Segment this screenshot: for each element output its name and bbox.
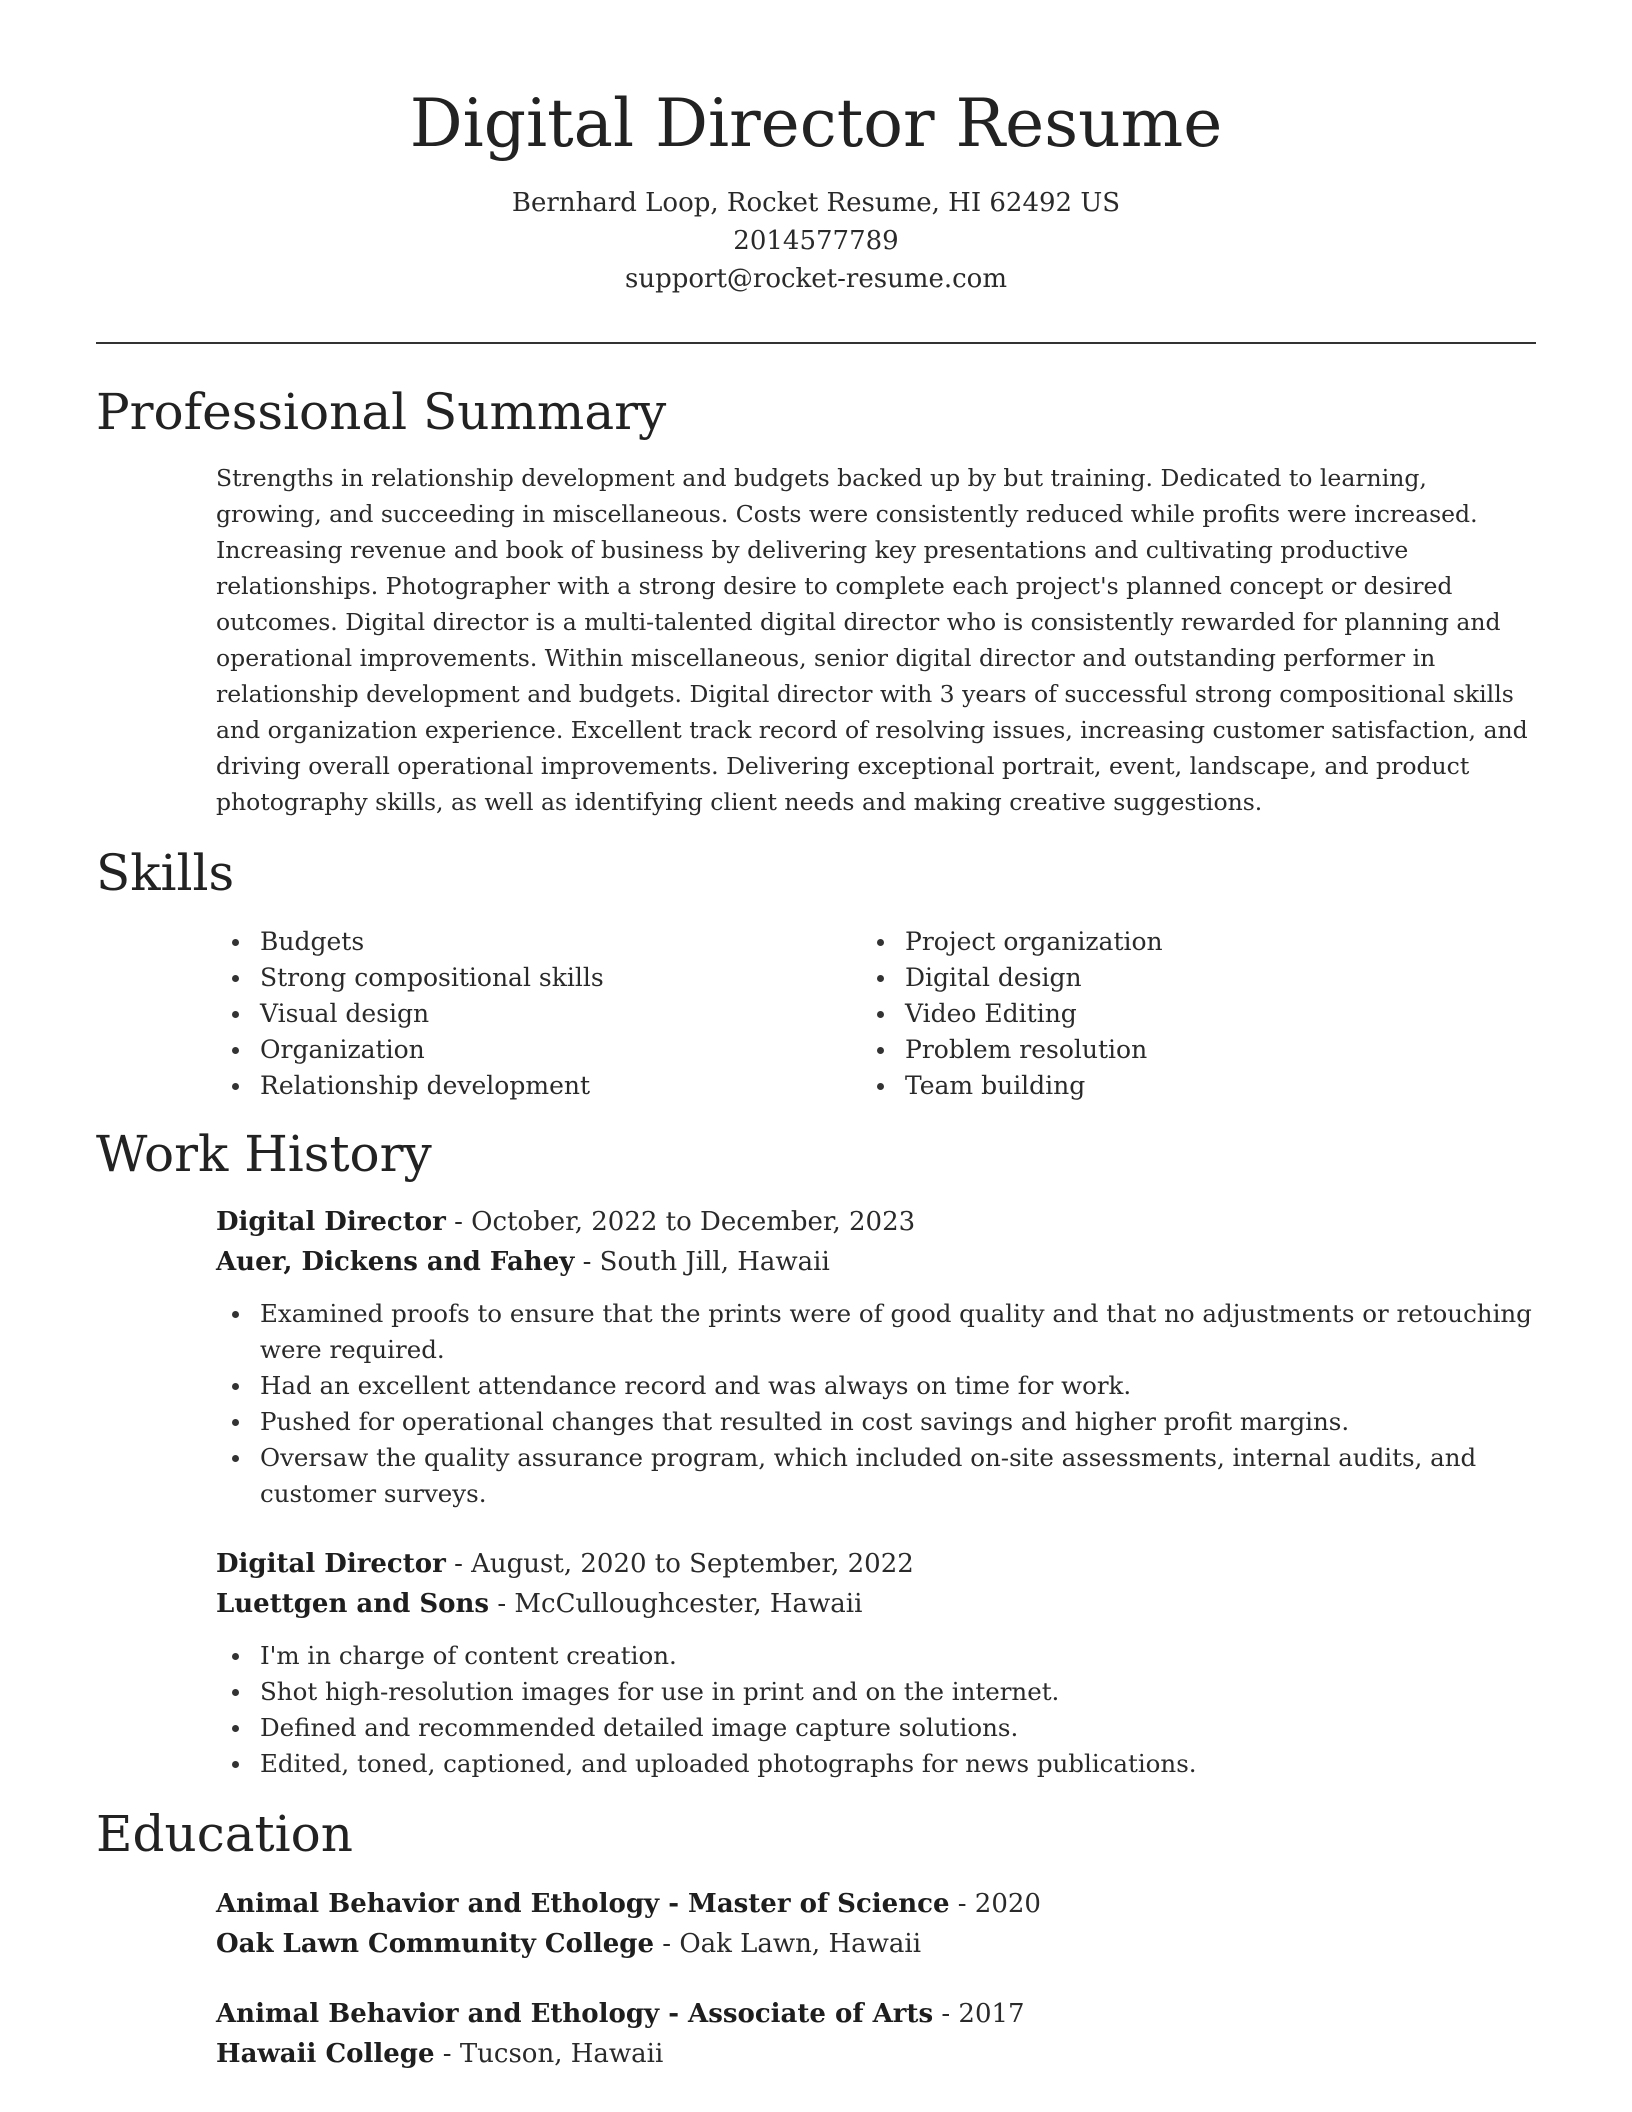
job-company-line: [216, 1584, 1536, 1624]
job-bullet: I'm in charge of content creation.: [216, 1638, 1536, 1674]
skill-item: Organization: [216, 1032, 604, 1068]
skill-item: Video Editing: [861, 996, 1163, 1032]
job-location: - McCulloughcester, Hawaii: [489, 1589, 863, 1619]
job-title: Digital Director: [216, 1549, 446, 1579]
work-history-heading: Work History: [96, 1125, 432, 1183]
resume-header: [0, 84, 1632, 298]
contact-address: Bernhard Loop, Rocket Resume, HI 62492 US: [511, 188, 1121, 218]
skill-item: Budgets: [216, 924, 604, 960]
skills-heading: Skills: [96, 844, 235, 902]
education-location: - Oak Lawn, Hawaii: [654, 1929, 922, 1959]
job-entry: [216, 1544, 1536, 1782]
job-company: Auer, Dickens and Fahey: [216, 1247, 575, 1277]
job-bullet: Oversaw the quality assurance program, which included on-site assessments, internal audits, and customer surveys.: [216, 1440, 1536, 1512]
education-school-line: [216, 2034, 1536, 2074]
summary-heading: Professional Summary: [96, 383, 667, 441]
skills-list-left: [216, 924, 604, 1104]
skills-list-right: [861, 924, 1163, 1104]
job-company-line: [216, 1242, 1536, 1282]
job-bullets: [216, 1296, 1536, 1512]
skill-item: Project organization: [861, 924, 1163, 960]
job-title: Digital Director: [216, 1207, 446, 1237]
education-degree-line: [216, 1994, 1536, 2034]
contact-email: support@rocket-resume.com: [624, 264, 1007, 294]
education-school-line: [216, 1924, 1536, 1964]
job-dates: - August, 2020 to September, 2022: [445, 1549, 914, 1579]
job-dates: - October, 2022 to December, 2023: [445, 1207, 916, 1237]
education-location: - Tucson, Hawaii: [434, 2039, 664, 2069]
skill-item: Relationship development: [216, 1068, 604, 1104]
header-divider: [96, 342, 1536, 344]
job-bullet: Defined and recommended detailed image capture solutions.: [216, 1710, 1536, 1746]
job-title-line: [216, 1544, 1536, 1584]
job-title-line: [216, 1202, 1536, 1242]
job-bullets: [216, 1638, 1536, 1782]
education-entry: [216, 1884, 1536, 1964]
education-year: - 2020: [949, 1889, 1041, 1919]
education-school: Hawaii College: [216, 2039, 435, 2069]
job-bullet: Edited, toned, captioned, and uploaded photographs for news publications.: [216, 1746, 1536, 1782]
education-year: - 2017: [933, 1999, 1025, 2029]
skill-item: Visual design: [216, 996, 604, 1032]
skill-item: Team building: [861, 1068, 1163, 1104]
education-school: Oak Lawn Community College: [216, 1929, 654, 1959]
skill-item: Problem resolution: [861, 1032, 1163, 1068]
job-bullet: Had an excellent attendance record and was always on time for work.: [216, 1368, 1536, 1404]
contact-block: [0, 184, 1632, 298]
education-degree: Animal Behavior and Ethology - Associate of Arts: [216, 1999, 934, 2029]
job-bullet: Examined proofs to ensure that the prints were of good quality and that no adjustments or retouching were required.: [216, 1296, 1536, 1368]
job-location: - South Jill, Hawaii: [574, 1247, 830, 1277]
summary-text: Strengths in relationship development and budgets backed up by but training. Dedicated to learning, growing, and succeeding in miscellaneous. Costs were consistently reduced while profits were increased. Increasing revenue and book of business by delivering key presentations and cultivating productive relationships. Photographer with a strong desire to complete each project's planned concept or desired outcomes. Digital director is a multi-talented digital director who is consistently rewarded for planning and operational improvements. Within miscellaneous, senior digital director and outstanding performer in relationship development and budgets. Digital director with 3 years of successful strong compositional skills and organization experience. Excellent track record of resolving issues, increasing customer satisfaction, and driving overall operational improvements. Delivering exceptional portrait, event, landscape, and product photography skills, as well as identifying client needs and making creative suggestions.: [216, 464, 1528, 816]
education-heading: Education: [96, 1805, 353, 1863]
education-entry: [216, 1994, 1536, 2074]
skill-item: Strong compositional skills: [216, 960, 604, 996]
job-bullet: Pushed for operational changes that resulted in cost savings and higher profit margins.: [216, 1404, 1536, 1440]
job-entry: [216, 1202, 1536, 1512]
resume-title: Digital Director Resume: [409, 85, 1223, 162]
contact-phone: 2014577789: [733, 226, 899, 256]
job-company: Luettgen and Sons: [216, 1589, 490, 1619]
education-degree-line: [216, 1884, 1536, 1924]
skill-item: Digital design: [861, 960, 1163, 996]
job-bullet: Shot high-resolution images for use in print and on the internet.: [216, 1674, 1536, 1710]
education-degree: Animal Behavior and Ethology - Master of Science: [216, 1889, 950, 1919]
